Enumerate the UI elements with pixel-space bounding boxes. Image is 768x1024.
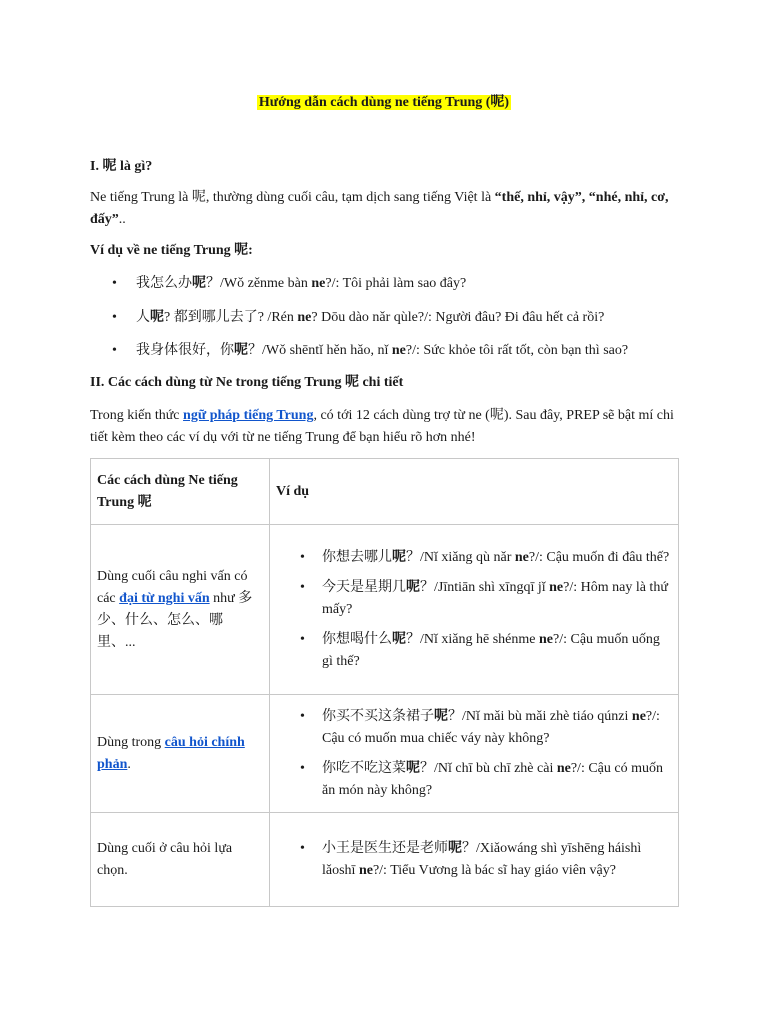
example-pinyin: ？/Nǐ xiǎng qù nǎr: [406, 549, 515, 565]
example-ne: ne: [391, 343, 406, 358]
example-translation: ? Dōu dào nǎr qùle?/: Người đâu? Đi đâu hết cả rồi?: [311, 310, 605, 325]
title-text: Hướng dẫn cách dùng ne tiếng Trung (呢): [258, 95, 510, 110]
example-item: [90, 273, 680, 295]
example-cell: [270, 813, 679, 907]
usage-cell: [91, 525, 270, 695]
example-ne: ne: [631, 708, 646, 724]
example-ne-hanzi: 呢: [150, 310, 164, 325]
example-cell: [270, 695, 679, 813]
example-pinyin: ？/Nǐ chī bù chī zhè cài: [420, 760, 557, 776]
usage-table: [90, 458, 679, 907]
example-ne-hanzi: 呢: [406, 579, 420, 595]
example-ne-hanzi: 呢: [448, 840, 462, 856]
examples-heading: Ví dụ về ne tiếng Trung 呢:: [90, 243, 253, 258]
example-pinyin: ? 都到哪儿去了? /Rén: [164, 310, 298, 325]
example-ne: ne: [549, 579, 564, 595]
example-pinyin: ？/Nǐ mǎi bù mǎi zhè tiáo qúnzi: [448, 708, 632, 724]
examples-list-3: [90, 340, 680, 362]
example-hanzi: 小王是医生还是老师: [322, 840, 448, 856]
examples-list-2: [90, 307, 680, 329]
example-hanzi: 人: [136, 310, 150, 325]
table-header-row: [91, 459, 679, 525]
example-cell: [270, 525, 679, 695]
table-row: [91, 813, 679, 907]
example-hanzi: 你想去哪儿: [322, 549, 392, 565]
section-1-paragraph: [90, 187, 680, 231]
example-pinyin: ？/Jīntiān shì xīngqī jǐ: [420, 579, 550, 595]
para-text-end: ..: [118, 212, 126, 227]
example-translation: ?/: Hôm nay là thứ mấy?: [322, 579, 668, 617]
example-translation: ?/: Cậu có muốn mua chiếc váy này không?: [322, 708, 660, 746]
grammar-link[interactable]: ngữ pháp tiếng Trung: [183, 408, 314, 423]
usage-cell: [91, 695, 270, 813]
example-ne: ne: [297, 310, 312, 325]
example-item: [90, 307, 680, 329]
usage-cell: [91, 813, 270, 907]
section-2-paragraph: [90, 405, 682, 449]
usage-text-end: như 多少、什么、怎么、哪里、...: [97, 590, 253, 650]
table-row: [91, 525, 679, 695]
example-hanzi: 你买不买这条裙子: [322, 708, 434, 724]
examples-list-1: [90, 273, 680, 295]
example-item: [270, 547, 670, 569]
table-row: [91, 695, 679, 813]
para-text: Ne tiếng Trung là 呢, thường dùng cuối câu, tạm dịch sang tiếng Việt là: [90, 190, 495, 205]
example-hanzi: 我怎么办: [136, 276, 192, 291]
usage-text: Dùng trong: [97, 734, 165, 750]
example-item: [270, 838, 670, 882]
header-usage: Các cách dùng Ne tiếng Trung 呢: [91, 459, 270, 525]
example-hanzi: 我身体很好，你: [136, 343, 234, 358]
example-ne: ne: [358, 862, 373, 878]
example-item: [270, 577, 670, 621]
example-ne: ne: [514, 549, 529, 565]
example-item: [270, 629, 670, 673]
section-1-heading: I. 呢 là gì?: [90, 159, 153, 174]
header-example: Ví dụ: [270, 459, 679, 525]
example-translation: ?/: Sức khỏe tôi rất tốt, còn bạn thì sao?: [405, 343, 629, 358]
example-pinyin: ？/Nǐ xiǎng hē shénme: [406, 631, 539, 647]
example-translation: ?/: Tiểu Vương là bác sĩ hay giáo viên vậy?: [372, 862, 616, 878]
usage-text: Dùng cuối ở câu hỏi lựa chọn.: [97, 840, 233, 878]
example-ne-hanzi: 呢: [434, 708, 448, 724]
example-translation: ?/: Cậu muốn đi đâu thế?: [528, 549, 670, 565]
usage-text: Dùng cuối câu nghi vấn có các: [97, 568, 248, 606]
para-text-end: , có tới 12 cách dùng trợ từ ne (呢). Sau đây, PREP sẽ bật mí chi tiết kèm theo các ví dụ với từ ne tiếng Trung để bạn hiểu rõ hơn nhé!: [90, 408, 674, 445]
usage-text-end: .: [127, 756, 131, 772]
example-ne: ne: [311, 276, 326, 291]
document-title: [0, 92, 768, 114]
example-ne-hanzi: 呢: [234, 343, 248, 358]
affirmative-negative-question-link[interactable]: câu hỏi chính phản: [97, 734, 245, 772]
example-item: [270, 706, 670, 750]
example-ne: ne: [538, 631, 553, 647]
example-translation: ?/: Cậu muốn uống gì thế?: [322, 631, 660, 669]
example-ne: ne: [556, 760, 571, 776]
example-ne-hanzi: 呢: [392, 549, 406, 565]
example-pinyin: ？/Wǒ zěnme bàn: [206, 276, 312, 291]
para-text: Trong kiến thức: [90, 408, 184, 423]
section-2-heading: II. Các cách dùng từ Ne trong tiếng Trung 呢 chi tiết: [90, 375, 404, 390]
example-hanzi: 今天是星期几: [322, 579, 406, 595]
example-pinyin: ？/Xiǎowáng shì yīshēng háishì lǎoshī: [322, 840, 642, 878]
example-translation: ?/: Cậu có muốn ăn món này không?: [322, 760, 663, 798]
example-pinyin: ？/Wǒ shēntǐ hěn hǎo, nǐ: [248, 343, 392, 358]
example-translation: ?/: Tôi phải làm sao đây?: [325, 276, 467, 291]
interrogative-pronoun-link[interactable]: đại từ nghi vấn: [119, 590, 210, 606]
example-hanzi: 你吃不吃这菜: [322, 760, 406, 776]
example-ne-hanzi: 呢: [392, 631, 406, 647]
example-ne-hanzi: 呢: [406, 760, 420, 776]
example-item: [270, 758, 670, 802]
example-hanzi: 你想喝什么: [322, 631, 392, 647]
para-bold-text: “thế, nhỉ, vậy”, “nhé, nhỉ, cơ, đấy”: [90, 190, 669, 227]
example-item: [90, 340, 680, 362]
example-ne-hanzi: 呢: [192, 276, 206, 291]
